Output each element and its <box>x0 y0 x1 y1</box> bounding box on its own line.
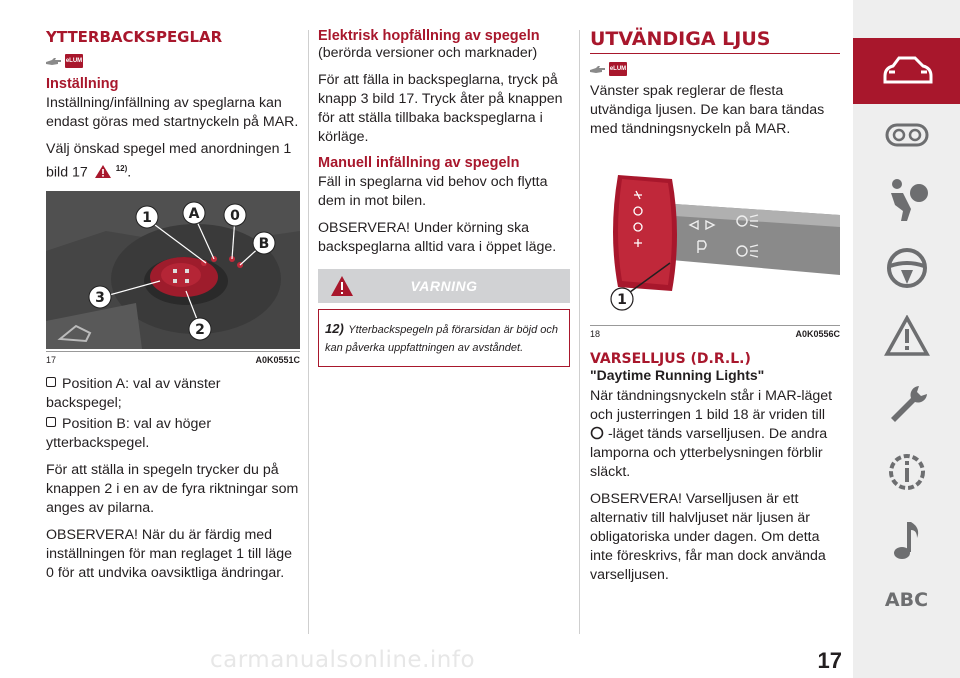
warning-header <box>318 269 570 303</box>
figure-18-light-stalk <box>590 155 840 323</box>
figure-caption <box>46 351 300 365</box>
paragraph-select-mirror <box>46 140 300 183</box>
info-gear-icon <box>885 450 929 494</box>
hand-icon <box>46 57 62 66</box>
note-reference[interactable]: 12) <box>115 164 128 173</box>
figure-code: A0K0551C <box>255 354 300 365</box>
subsection-title-manual-folding: Manuell infällning av spegeln <box>318 155 520 171</box>
label-1: 1 <box>142 209 152 226</box>
steering-wheel-icon <box>885 246 929 290</box>
label-2: 2 <box>195 321 205 338</box>
wrench-icon <box>885 382 929 426</box>
column-right <box>590 24 840 593</box>
airbag-person-icon <box>885 177 929 223</box>
light-stalk-illustration <box>590 155 840 323</box>
figure-number: 18 <box>590 329 601 339</box>
paragraph: Vänster spak reglerar de flesta utvändiga ljusen. De kan bara tändas med tändningsnyckeln på MAR. <box>590 83 825 137</box>
sidebar-item-multimedia[interactable] <box>853 512 960 568</box>
bullet-item <box>46 415 300 453</box>
subsection-subtitle-drl: "Daytime Running Lights" <box>590 367 765 383</box>
bullet-text: Position B: val av höger ytterbackspegel. <box>46 415 212 451</box>
figure-code: A0K0556C <box>795 329 840 339</box>
paragraph-end: . <box>127 164 132 181</box>
ring-position-icon <box>590 426 604 440</box>
paragraph-note: OBSERVERA! När du är färdig med inställningen för man reglaget 1 till läge 0 för att undvika oavsiktliga ändringar. <box>46 526 293 581</box>
paragraph: Fäll in speglarna vid behov och flytta dem in mot bilen. <box>318 174 548 209</box>
sidebar-item-car[interactable] <box>853 38 960 104</box>
warning-title: VARNING <box>410 278 478 294</box>
subsection-title-electric-folding: Elektrisk hopfällning av spegeln <box>318 28 540 44</box>
paragraph-text: När tändningsnyckeln står i MAR-läget och justerringen 1 bild 18 är vriden till <box>590 388 833 423</box>
warning-text: Ytterbackspegeln på förarsidan är böjd och kan påverka uppfattningen av avståndet. <box>325 324 558 354</box>
subsection-note: (berörda versioner och marknader) <box>318 45 538 61</box>
watermark: carmanualsonline.info <box>210 647 476 673</box>
checkbox-bullet-icon <box>46 377 56 387</box>
subsection-title-drl: VARSELLJUS (D.R.L.) <box>590 351 751 367</box>
section-title-mirrors: YTTERBACKSPEGLAR <box>46 28 223 46</box>
paragraph-text: -läget tänds varselljusen. De andra lamporna och ytterbelysningen förblir släckt. <box>590 426 828 480</box>
figure-17-mirror-control <box>46 191 300 349</box>
mirror-control-illustration <box>46 191 300 349</box>
sidebar-item-index[interactable]: ABC <box>884 589 929 611</box>
label-1: 1 <box>617 292 627 308</box>
column-divider <box>579 30 580 634</box>
column-divider <box>308 30 309 634</box>
checkbox-bullet-icon <box>46 417 56 427</box>
elum-badge <box>46 54 300 68</box>
paragraph-drl <box>590 387 840 482</box>
paragraph-text: Välj önskad spegel med anordningen 1 bild 17 <box>46 141 292 181</box>
figure-number: 17 <box>46 354 57 365</box>
bullet-item <box>46 375 300 413</box>
warning-icon <box>884 315 930 357</box>
paragraph-note: OBSERVERA! Under körning ska backspeglarna alltid vara i öppet läge. <box>318 220 557 255</box>
column-left <box>46 24 300 591</box>
warning-triangle-icon <box>330 275 354 297</box>
sidebar-item-warnings[interactable] <box>853 308 960 364</box>
paragraph: För att ställa in spegeln trycker du på knappen 2 i en av de fyra riktningar som anges av pilarna. <box>46 461 299 516</box>
sidebar-item-starting-driving[interactable] <box>853 240 960 296</box>
column-middle <box>318 24 570 367</box>
warning-triangle-icon <box>94 164 112 179</box>
warning-box <box>318 309 570 367</box>
paragraph: För att fälla in backspeglarna, tryck på knapp 3 bild 17. Tryck åter på knappen för att ställa tillbaka backspeglarna i körläge. <box>318 72 563 145</box>
bullet-text: Position A: val av vänster backspegel; <box>46 375 221 411</box>
page-number: 17 <box>817 648 842 673</box>
elum-badge <box>590 62 840 76</box>
car-icon <box>879 54 935 88</box>
dashboard-icon <box>884 120 930 150</box>
sidebar-item-emergency[interactable] <box>853 376 960 432</box>
label-3: 3 <box>95 289 105 306</box>
sidebar-item-maintenance[interactable] <box>853 444 960 500</box>
paragraph-note: OBSERVERA! Varselljusen är ett alternativ till halvljuset när ljusen är obligatoriska under dagen. Om detta inte föreskrivs, får man dock använda varselljusen. <box>590 491 826 583</box>
label-0: 0 <box>230 207 240 224</box>
sidebar-item-dashboard[interactable] <box>853 112 960 158</box>
label-A: A <box>188 205 200 222</box>
music-note-icon <box>887 518 927 562</box>
warning-number: 12) <box>325 321 344 336</box>
hand-icon <box>590 65 606 74</box>
elum-icon: eLUM <box>609 62 627 76</box>
label-B: B <box>258 235 270 252</box>
figure-caption <box>590 325 840 339</box>
sidebar-item-safety[interactable] <box>853 172 960 228</box>
chapter-sidebar <box>853 0 960 678</box>
subsection-title-adjustment: Inställning <box>46 76 119 92</box>
section-title-exterior-lights: UTVÄNDIGA LJUS <box>590 28 840 54</box>
elum-icon: eLUM <box>65 54 83 68</box>
paragraph: Inställning/infällning av speglarna kan endast göras med startnyckeln på MAR. <box>46 95 299 130</box>
